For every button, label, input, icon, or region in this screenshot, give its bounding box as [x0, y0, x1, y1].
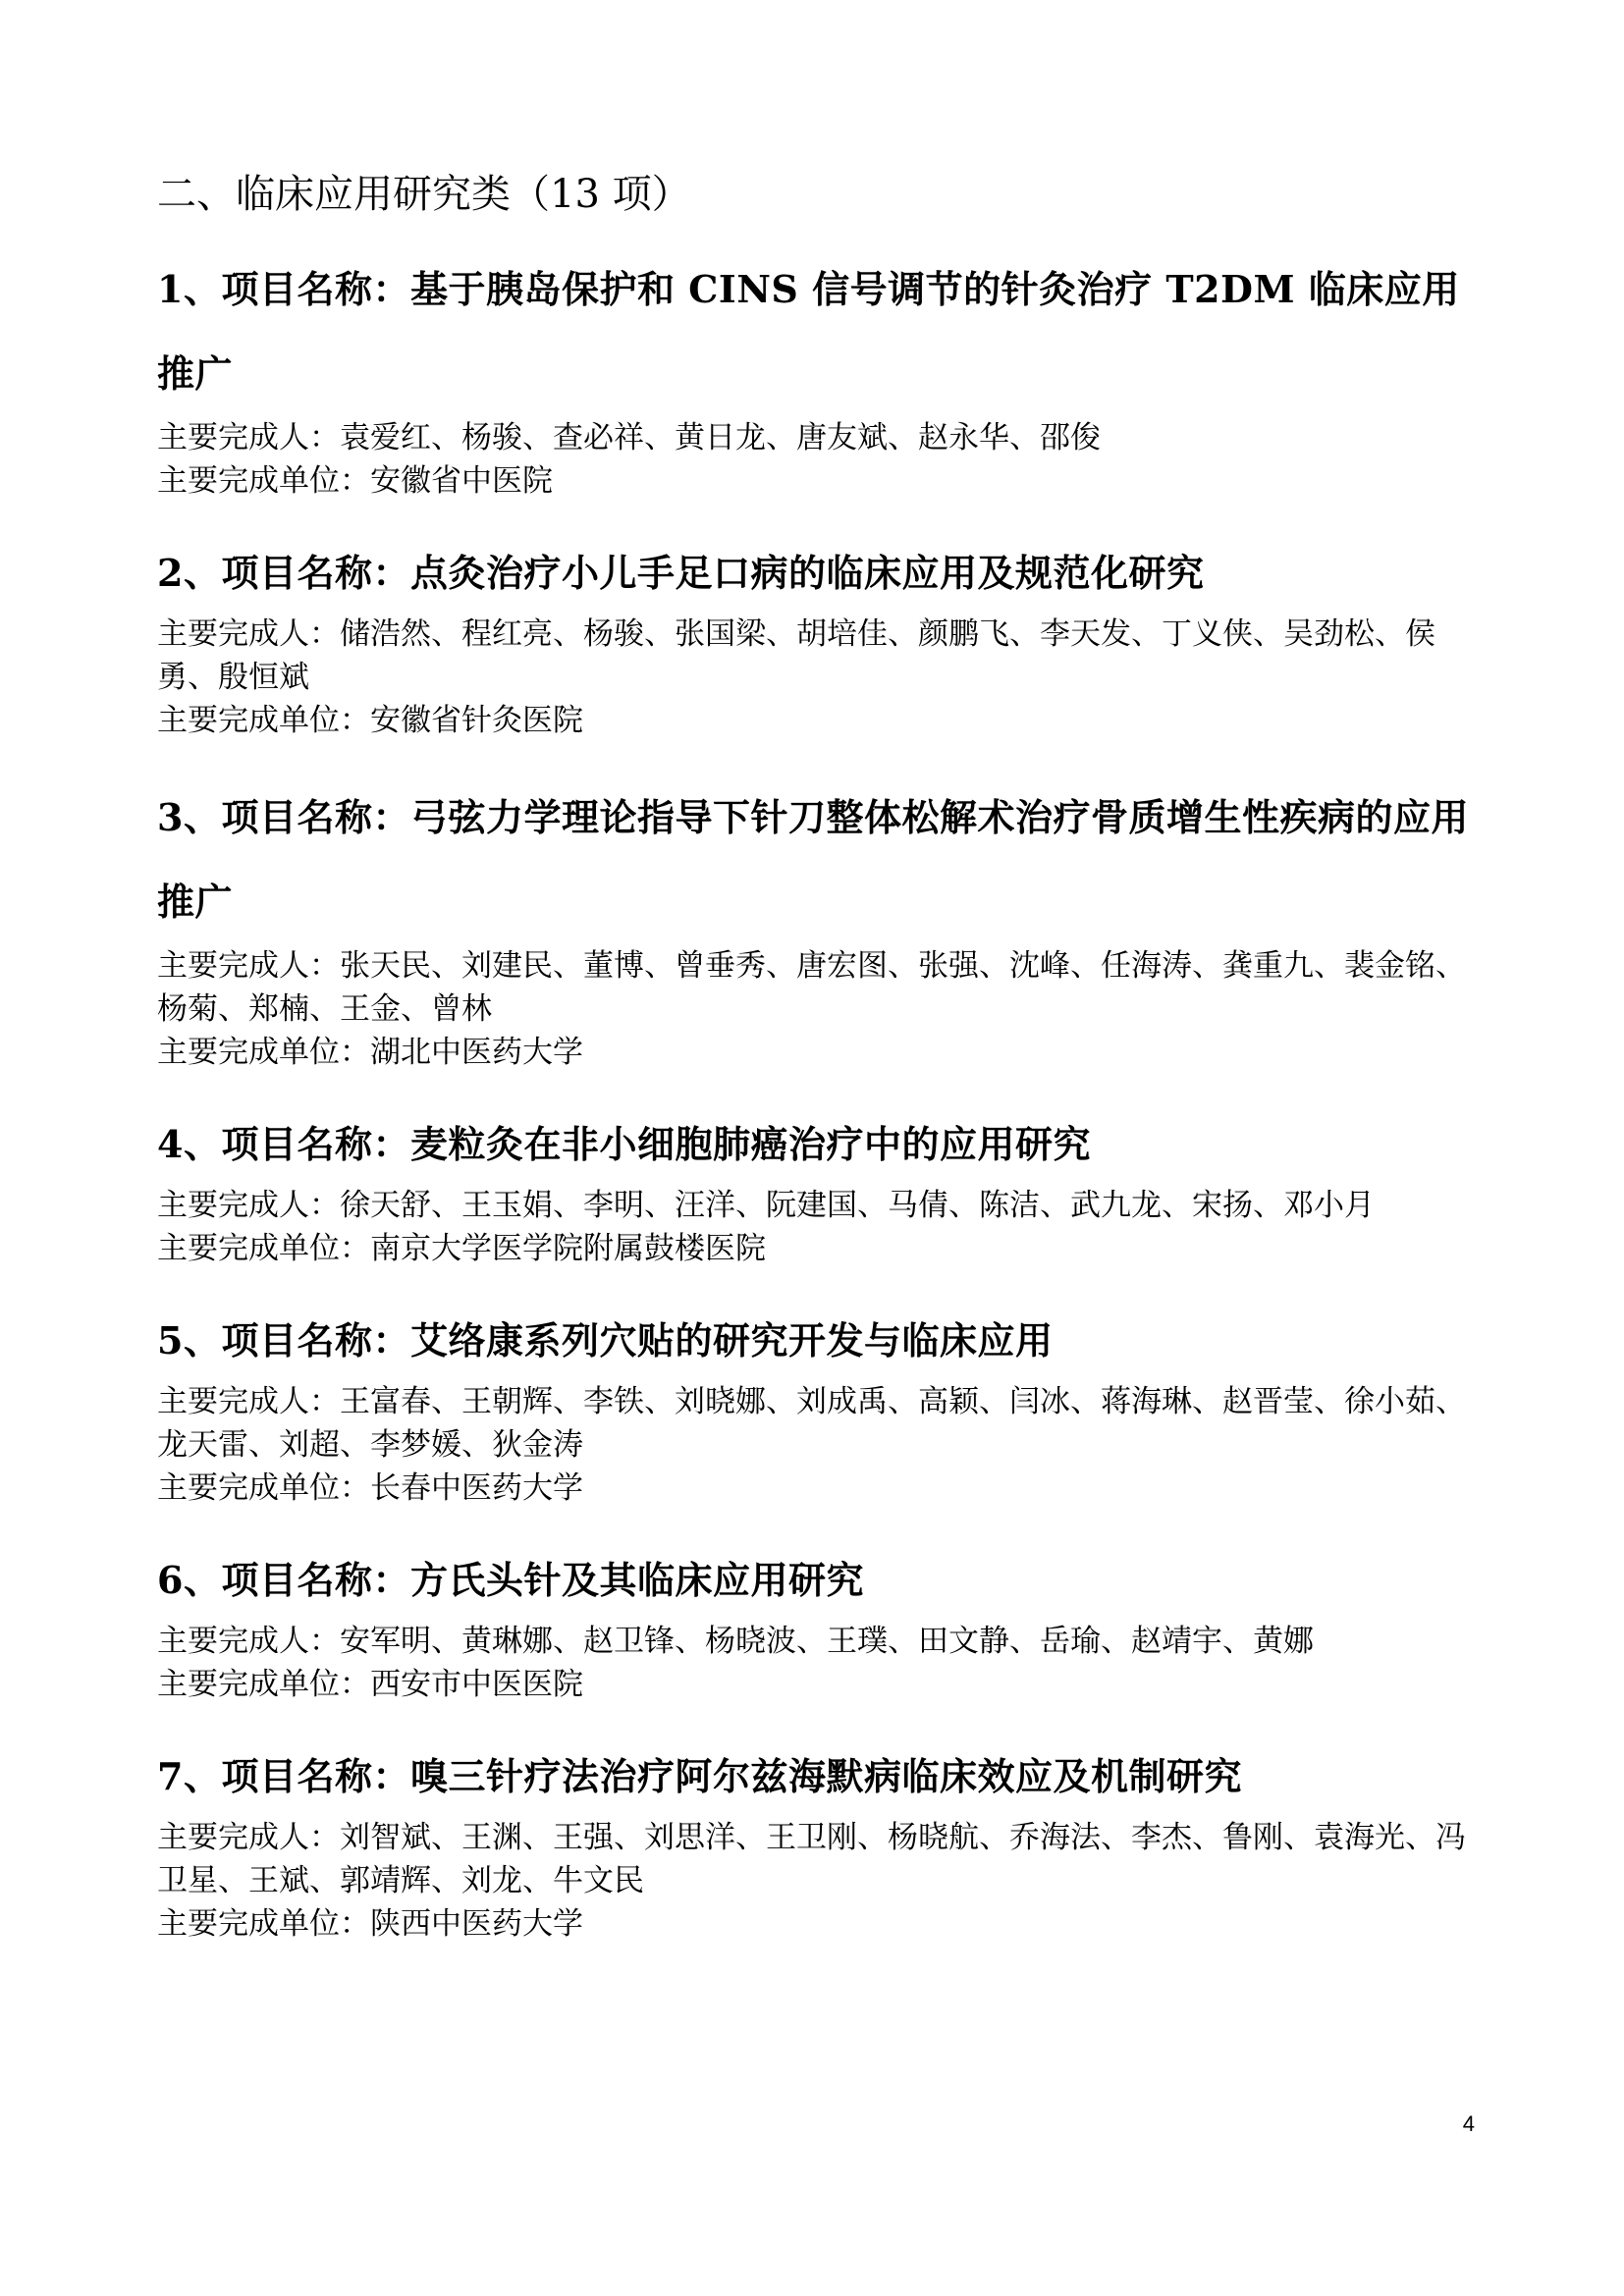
project-6 [157, 1553, 1492, 1706]
project-unit: 主要完成单位：安徽省针灸医院 [157, 703, 583, 738]
project-5 [157, 1313, 1492, 1510]
project-title: 2、项目名称：点灸治疗小儿手足口病的临床应用及规范化研究 [157, 551, 1205, 595]
project-unit: 主要完成单位：西安市中医医院 [157, 1667, 583, 1702]
project-unit: 主要完成单位：长春中医药大学 [157, 1470, 583, 1506]
project-3 [157, 775, 1492, 1074]
section-heading: 二、临床应用研究类（13 项） [157, 172, 691, 217]
project-people: 主要完成人：张天民、刘建民、董博、曾垂秀、唐宏图、张强、沈峰、任海涛、龚重九、裴金铭、杨菊、郑楠、王金、曾林 [157, 948, 1466, 1027]
project-people: 主要完成人：刘智斌、王渊、王强、刘思洋、王卫刚、杨晓航、乔海法、李杰、鲁刚、袁海光、冯卫星、王斌、郭靖辉、刘龙、牛文民 [157, 1820, 1466, 1898]
project-title: 7、项目名称：嗅三针疗法治疗阿尔兹海默病临床效应及机制研究 [157, 1754, 1242, 1798]
project-people: 主要完成人：袁爱红、杨骏、查必祥、黄日龙、唐友斌、赵永华、邵俊 [157, 420, 1101, 455]
project-unit: 主要完成单位：湖北中医药大学 [157, 1035, 583, 1070]
project-unit: 主要完成单位：安徽省中医院 [157, 463, 553, 499]
project-2 [157, 546, 1492, 742]
project-4 [157, 1117, 1492, 1270]
page-number: 4 [1462, 2111, 1475, 2136]
project-title: 4、项目名称：麦粒灸在非小细胞肺癌治疗中的应用研究 [157, 1122, 1091, 1166]
page-content [157, 167, 1492, 1989]
project-title: 5、项目名称：艾络康系列穴贴的研究开发与临床应用 [157, 1318, 1054, 1362]
project-1 [157, 247, 1492, 503]
project-title: 3、项目名称：弓弦力学理论指导下针刀整体松解术治疗骨质增生性疾病的应用推广 [157, 795, 1469, 924]
project-people: 主要完成人：储浩然、程红亮、杨骏、张国梁、胡培佳、颜鹏飞、李天发、丁义侠、吴劲松、侯勇、殷恒斌 [157, 616, 1435, 695]
project-people: 主要完成人：安军明、黄琳娜、赵卫锋、杨晓波、王璞、田文静、岳瑜、赵靖宇、黄娜 [157, 1624, 1314, 1659]
project-unit: 主要完成单位：南京大学医学院附属鼓楼医院 [157, 1231, 766, 1266]
project-people: 主要完成人：王富春、王朝辉、李铁、刘晓娜、刘成禹、高颖、闫冰、蒋海琳、赵晋莹、徐小茹、龙天雷、刘超、李梦媛、狄金涛 [157, 1384, 1466, 1463]
project-title: 6、项目名称：方氏头针及其临床应用研究 [157, 1558, 864, 1602]
project-unit: 主要完成单位：陕西中医药大学 [157, 1906, 583, 1942]
project-title: 1、项目名称：基于胰岛保护和 CINS 信号调节的针灸治疗 T2DM 临床应用推广 [157, 267, 1460, 396]
project-7 [157, 1749, 1492, 1946]
project-people: 主要完成人：徐天舒、王玉娟、李明、汪洋、阮建国、马倩、陈洁、武九龙、宋扬、邓小月 [157, 1188, 1375, 1223]
